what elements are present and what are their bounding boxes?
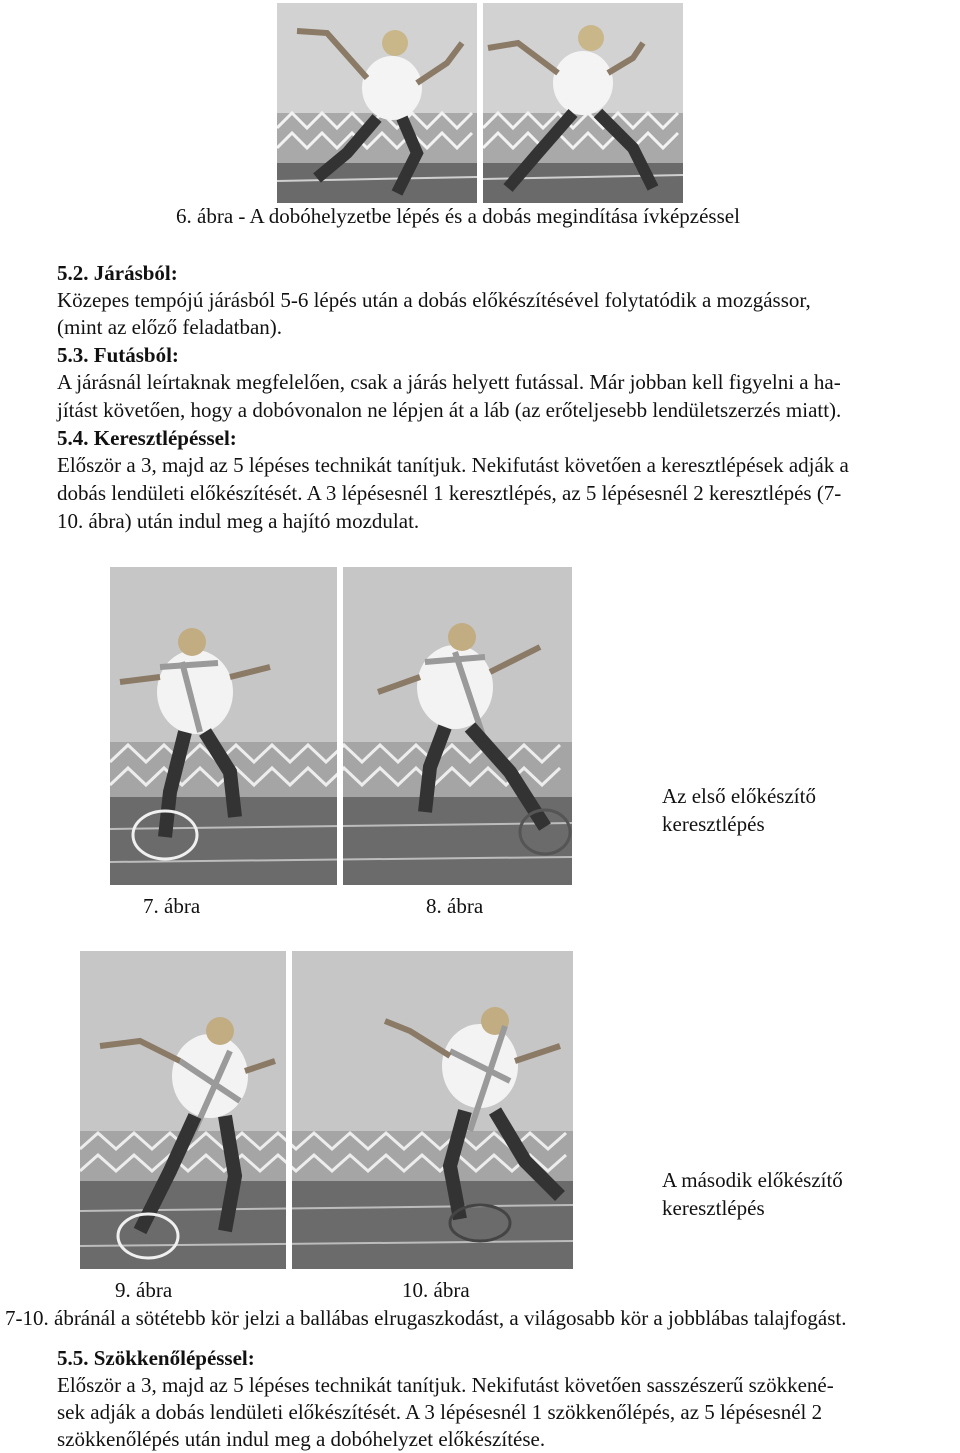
section-5-5-line: szökkenőlépés után indul meg a dobóhelyzet előkészítése. [57,1427,546,1451]
figure9-10-photo [80,951,573,1269]
section-5-4-line: 10. ábra) után indul meg a hajító mozdulat. [57,509,420,533]
figure9-10-note [662,1166,843,1222]
figure10-caption: 10. ábra [402,1278,470,1302]
section-5-3-heading: 5.3. Futásból: [57,343,179,367]
figure6-photo-left [277,3,477,203]
section-5-4-line: Először a 3, majd az 5 lépéses technikát tanítjuk. Nekifutást követően a keresztlépések adják a [57,453,849,477]
athlete-photo-image [277,3,477,203]
figure8-caption: 8. ábra [426,894,484,918]
figure9-10-note-line: keresztlépés [662,1196,765,1220]
figure7-caption: 7. ábra [143,894,201,918]
figure6-caption: 6. ábra - A dobóhelyzetbe lépés és a dobás megindítása ívképzéssel [176,204,740,228]
athlete-photo-image [483,3,683,203]
figure9-caption: 9. ábra [115,1278,173,1302]
section-5-2-line: (mint az előző feladatban). [57,315,283,339]
section-5-4-line: dobás lendületi előkészítését. A 3 lépésesnél 1 keresztlépés, az 5 lépésesnél 2 keresztlépés (7- [57,481,842,505]
figure7-8-photo [110,567,572,885]
section-5-3-line: A járásnál leírtaknak megfelelően, csak a járás helyett futással. Már jobban kell figyelni a ha- [57,370,841,394]
section-5-3-line: jítást követően, hogy a dobóvonalon ne lépjen át a láb (az erőteljesebb lendületszerzés miatt). [57,398,842,422]
section-5-5-line: Először a 3, majd az 5 lépéses technikát tanítjuk. Nekifutást követően sasszészerű szökkené- [57,1373,834,1397]
figures-note: 7-10. ábránál a sötétebb kör jelzi a ballábas elrugaszkodást, a világosabb kör a jobblábas talajfogást. [5,1306,847,1330]
figure7-8-note-line: Az első előkészítő [662,784,816,808]
section-5-4-heading: 5.4. Keresztlépéssel: [57,426,237,450]
section-5-5-heading: 5.5. Szökkenőlépéssel: [57,1346,255,1370]
section-5-2-heading: 5.2. Járásból: [57,261,178,285]
figure6-photo-right [483,3,683,203]
figure7-8-note-line: keresztlépés [662,812,765,836]
athlete-crossover-photo-image [80,951,573,1269]
figure7-8-note [662,782,816,838]
athlete-crossover-photo-image [110,567,572,885]
figure9-10-note-line: A második előkészítő [662,1168,843,1192]
section-5-5-line: sek adják a dobás lendületi előkészítését. A 3 lépésesnél 1 szökkenőlépés, az 5 lépésesnél 2 [57,1400,823,1424]
section-5-2-line: Közepes tempójú járásból 5-6 lépés után a dobás előkészítésével folytatódik a mozgássor, [57,288,811,312]
